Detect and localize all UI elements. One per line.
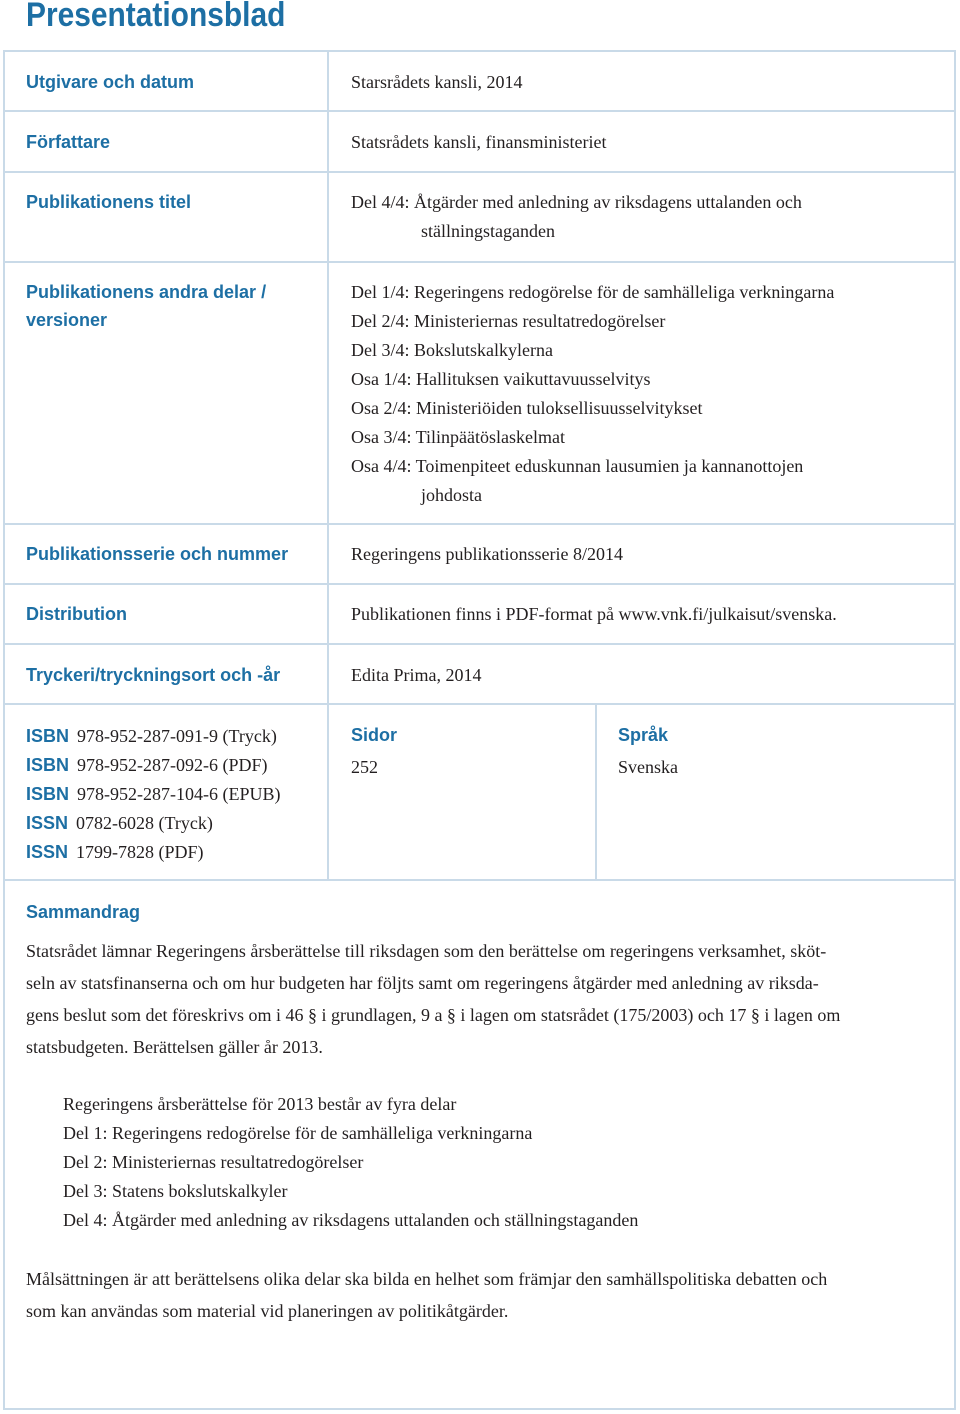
summary-parts-list — [63, 1090, 638, 1235]
identifier-row — [26, 780, 281, 809]
other-parts-label-line: versioner — [26, 310, 108, 330]
row-divider — [3, 643, 956, 645]
summary-part-item: Del 1: Regeringens redogörelse för de samhälleliga verkningarna — [63, 1123, 533, 1143]
other-part-item: Del 2/4: Ministeriernas resultatredogörelser — [351, 311, 666, 331]
summary-part-item: Del 3: Statens bokslutskalkyler — [63, 1181, 288, 1201]
other-part-item: Osa 3/4: Tilinpäätöslaskelmat — [351, 427, 565, 447]
printer-value: Edita Prima, 2014 — [351, 665, 482, 685]
identifier-value: 978-952-287-092-6 (PDF) — [77, 755, 268, 775]
other-part-item: Del 3/4: Bokslutskalkylerna — [351, 340, 553, 360]
identifier-row — [26, 838, 281, 867]
publisher-label: Utgivare och datum — [26, 72, 195, 92]
summary-line: Statsrådet lämnar Regeringens årsberättelse till riksdagen som den berättelse om regeringens verksamhet, sköt- — [26, 941, 827, 961]
summary-label: Sammandrag — [26, 902, 141, 922]
other-part-item: Del 1/4: Regeringens redogörelse för de samhälleliga verkningarna — [351, 282, 835, 302]
summary-line: som kan användas som material vid planeringen av politikåtgärder. — [26, 1301, 509, 1321]
other-part-item: Osa 1/4: Hallituksen vaikuttavuusselvitys — [351, 369, 651, 389]
column-divider — [595, 703, 597, 881]
summary-line: Målsättningen är att berättelsens olika delar ska bilda en helhet som främjar den samhällspolitiska debatten och — [26, 1269, 828, 1289]
identifier-value: 0782-6028 (Tryck) — [76, 813, 213, 833]
pages-value: 252 — [351, 757, 378, 777]
row-divider — [3, 261, 956, 263]
identifier-list — [26, 722, 281, 867]
row-divider — [3, 583, 956, 585]
other-part-item: johdosta — [421, 485, 482, 505]
identifier-row — [26, 751, 281, 780]
title-line: ställningstaganden — [421, 221, 555, 241]
row-divider — [3, 879, 956, 881]
printer-label: Tryckeri/tryckningsort och -år — [26, 665, 281, 685]
identifier-key: ISBN — [26, 755, 70, 775]
identifier-value: 1799-7828 (PDF) — [76, 842, 204, 862]
identifier-value: 978-952-287-104-6 (EPUB) — [77, 784, 281, 804]
distribution-label: Distribution — [26, 604, 127, 624]
row-divider — [3, 523, 956, 525]
summary-part-item: Regeringens årsberättelse för 2013 består av fyra delar — [63, 1094, 457, 1114]
author-label: Författare — [26, 132, 111, 152]
summary-goal-paragraph — [26, 1263, 938, 1327]
publisher-value: Starsrådets kansli, 2014 — [351, 72, 523, 92]
language-value: Svenska — [618, 757, 678, 777]
identifier-key: ISBN — [26, 726, 70, 746]
title-line: Del 4/4: Åtgärder med anledning av riksdagens uttalanden och — [351, 192, 802, 212]
identifier-key: ISBN — [26, 784, 70, 804]
series-value: Regeringens publikationsserie 8/2014 — [351, 544, 623, 564]
identifier-key: ISSN — [26, 842, 69, 862]
other-parts-label — [26, 278, 266, 334]
page-title: Presentationsblad — [26, 0, 286, 34]
other-part-item: Osa 2/4: Ministeriöiden tuloksellisuusselvitykset — [351, 398, 703, 418]
summary-line: seln av statsfinanserna och om hur budgeten har följts samt om regeringens åtgärder med anledning av riksda- — [26, 973, 819, 993]
pages-label: Sidor — [351, 725, 398, 745]
title-value — [351, 188, 802, 246]
row-divider — [3, 703, 956, 705]
column-divider — [327, 50, 329, 881]
distribution-value: Publikationen finns i PDF-format på www.vnk.fi/julkaisut/svenska. — [351, 604, 837, 624]
identifier-row — [26, 809, 281, 838]
identifier-key: ISSN — [26, 813, 69, 833]
summary-line: gens beslut som det föreskrivs om i 46 § i grundlagen, 9 a § i lagen om statsrådet (175/2003) och 17 § i lagen om — [26, 1005, 841, 1025]
summary-line: statsbudgeten. Berättelsen gäller år 2013. — [26, 1037, 323, 1057]
title-label: Publikationens titel — [26, 192, 192, 212]
series-label: Publikationsserie och nummer — [26, 544, 289, 564]
row-divider — [3, 171, 956, 173]
other-parts-label-line: Publikationens andra delar / — [26, 282, 267, 302]
identifier-value: 978-952-287-091-9 (Tryck) — [77, 726, 277, 746]
summary-part-item: Del 2: Ministeriernas resultatredogörelser — [63, 1152, 364, 1172]
identifier-row — [26, 722, 281, 751]
other-part-item: Osa 4/4: Toimenpiteet eduskunnan lausumien ja kannanottojen — [351, 456, 804, 476]
summary-paragraph — [26, 935, 938, 1063]
other-parts-list — [351, 278, 834, 510]
language-label: Språk — [618, 725, 669, 745]
author-value: Statsrådets kansli, finansministeriet — [351, 132, 607, 152]
summary-part-item: Del 4: Åtgärder med anledning av riksdagens uttalanden och ställningstaganden — [63, 1210, 639, 1230]
row-divider — [3, 110, 956, 112]
